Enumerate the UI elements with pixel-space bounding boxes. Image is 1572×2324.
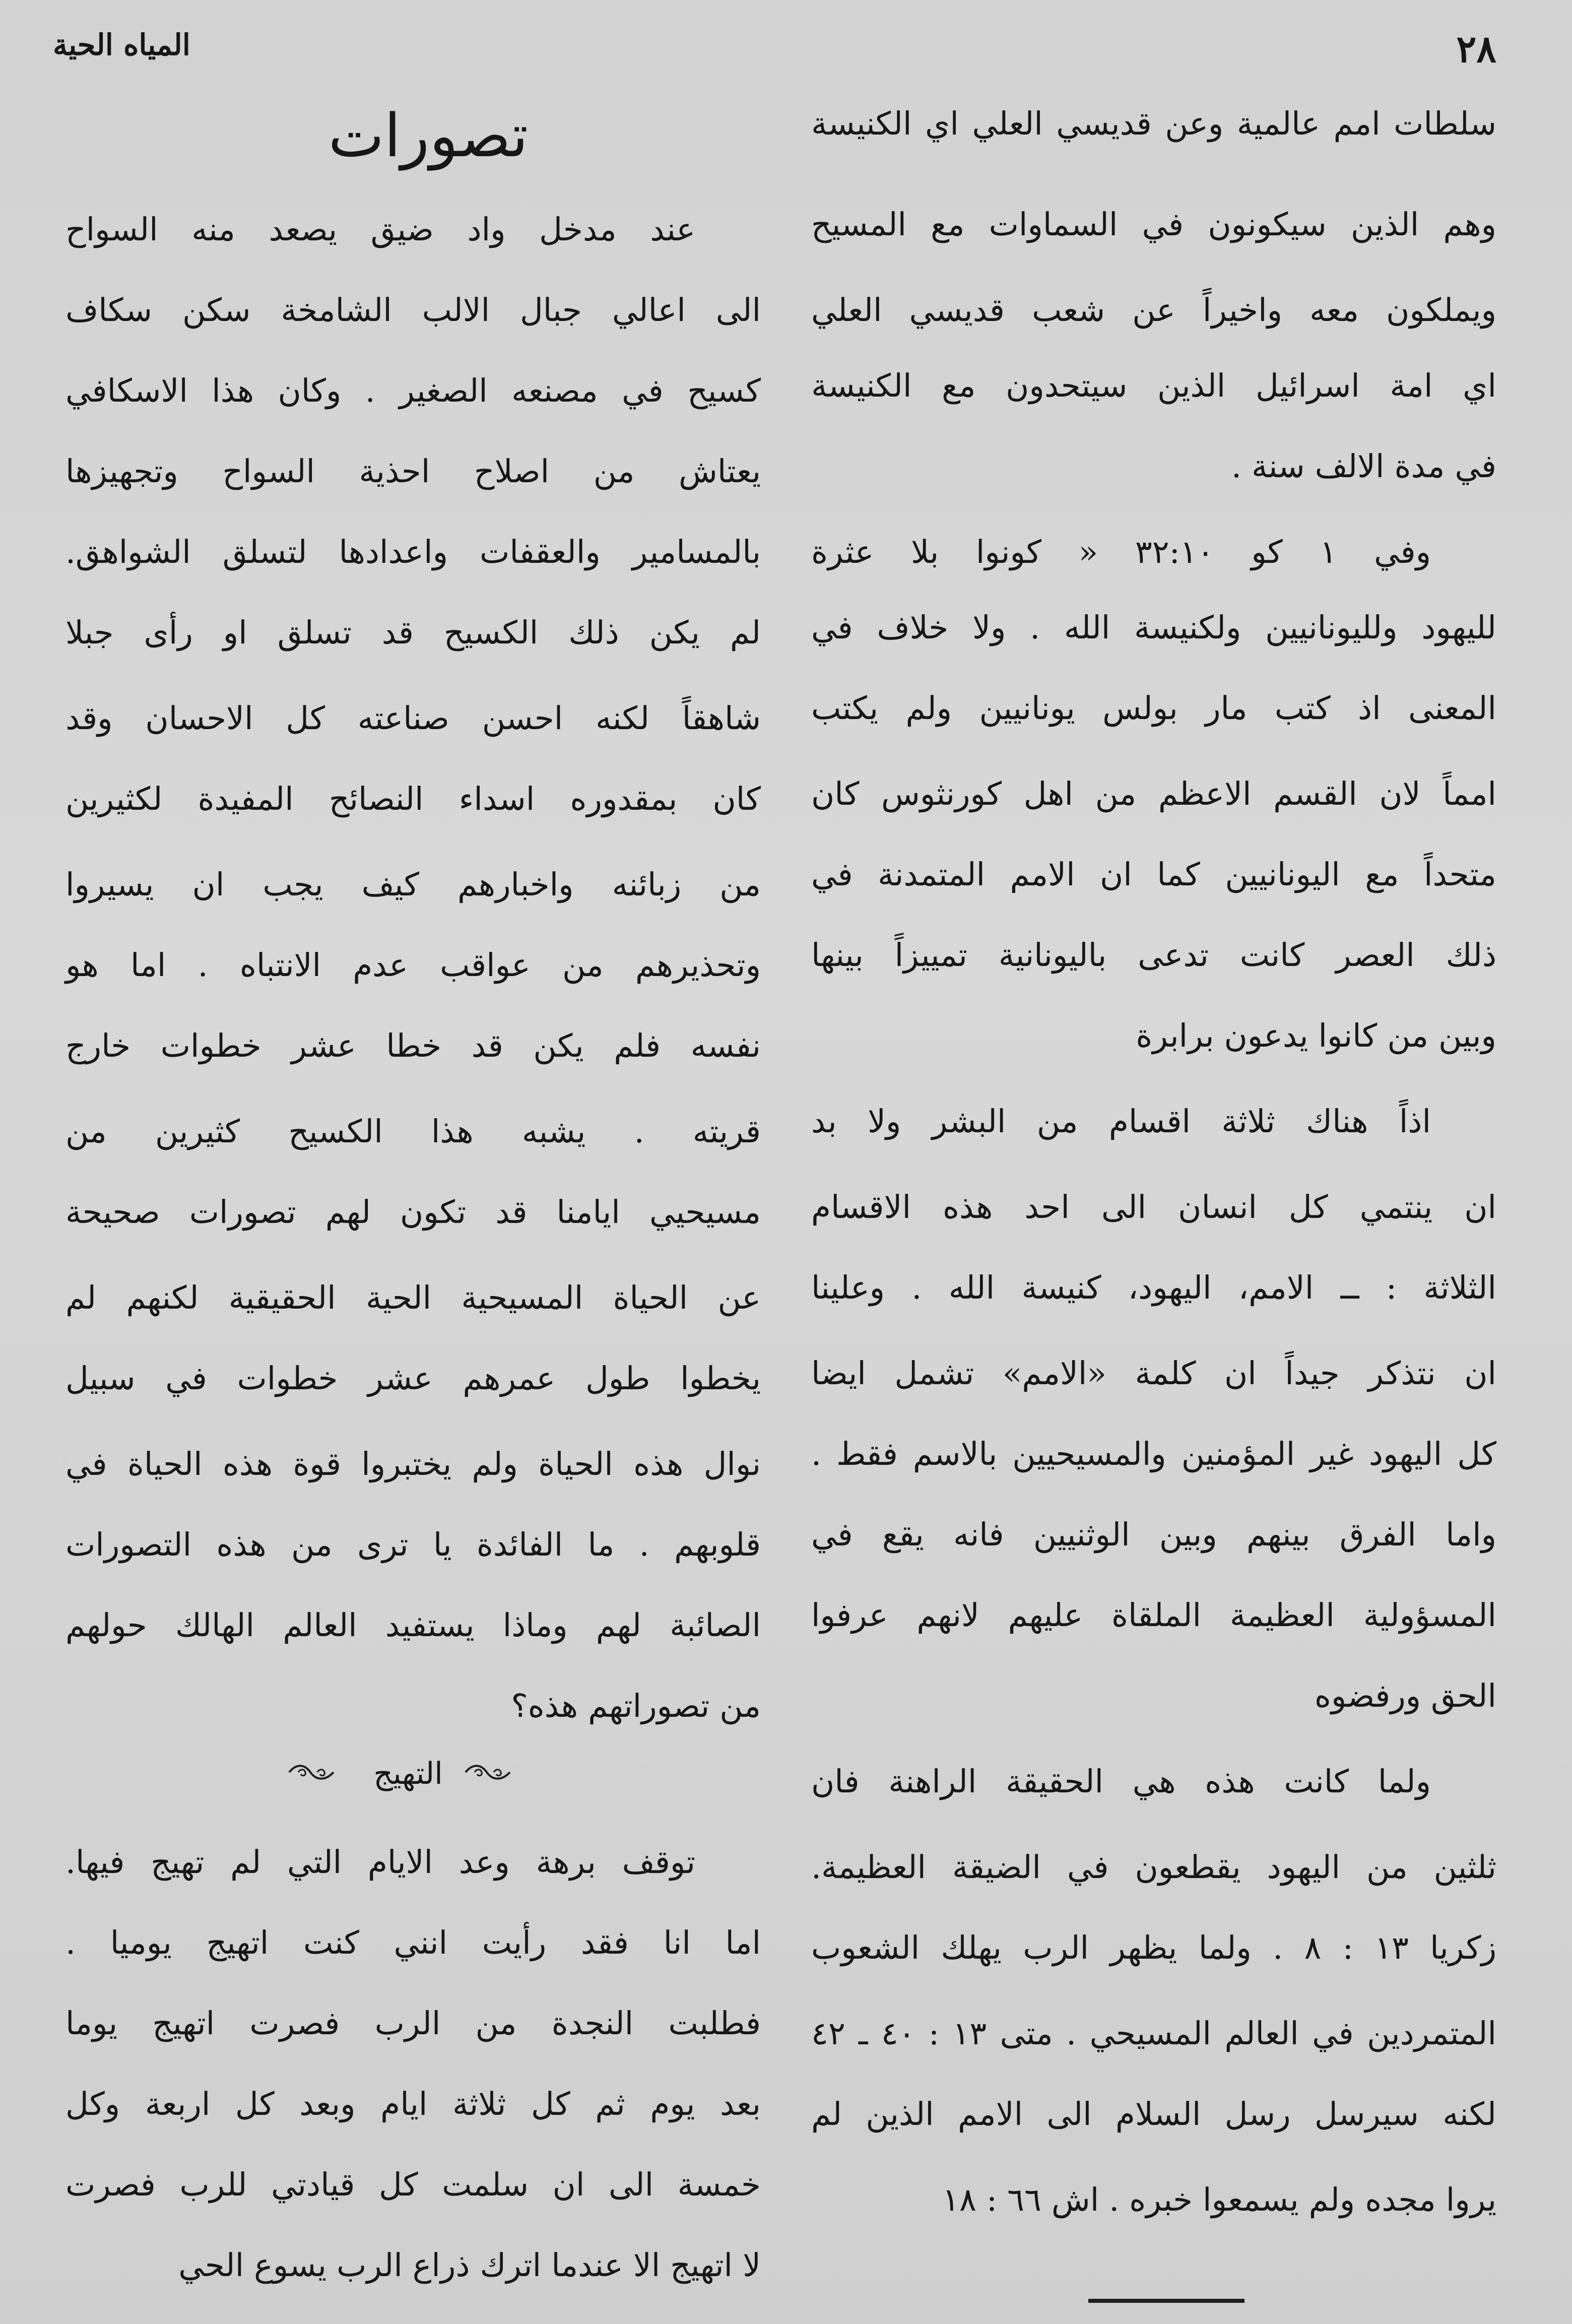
- text-line: يروا مجده ولم يسمعوا خبره . اش ٦٦ : ١٨: [942, 2181, 1496, 2218]
- text-line: كان بمقدوره اسداء النصائح المفيدة لكثيرين: [66, 781, 761, 817]
- text-line: الى اعالي جبال الالب الشامخة سكن سكاف: [66, 292, 761, 329]
- section-subheading: التهيج: [373, 1756, 443, 1791]
- text-line: الصائبة لهم وماذا يستفيد العالم الهالك حولهم: [66, 1607, 761, 1644]
- journal-title: المياه الحية: [53, 28, 190, 62]
- text-line: من تصوراتهم هذه؟: [511, 1688, 761, 1724]
- text-line: بعد يوم ثم كل ثلاثة ايام وبعد كل اربعة وكل: [66, 2086, 761, 2122]
- text-line: لليهود ولليونانيين ولكنيسة الله . ولا خلاف في: [811, 609, 1496, 646]
- text-line: ثلثين من اليهود يقطعون في الضيقة العظيمة.: [811, 1849, 1496, 1886]
- text-line: ان نتذكر جيداً ان كلمة «الامم» تشمل ايضا: [811, 1355, 1496, 1392]
- text-line: نفسه فلم يكن قد خطا عشر خطوات خارج: [66, 1027, 761, 1064]
- article-title: تصورات: [328, 101, 529, 170]
- text-line: اي امة اسرائيل الذين سيتحدون مع الكنيسة: [811, 367, 1496, 404]
- text-line: كسيح في مصنعه الصغير . وكان هذا الاسكافي: [66, 372, 761, 409]
- text-line: خمسة الى ان سلمت كل قيادتي للرب فصرت: [66, 2166, 761, 2203]
- text-line: لا اتهيج الا عندما اترك ذراع الرب يسوع الحي: [178, 2247, 761, 2284]
- text-line: ان ينتمي كل انسان الى احد هذه الاقسام: [811, 1189, 1496, 1225]
- text-line: من زبائنه واخبارهم كيف يجب ان يسيروا: [66, 866, 761, 903]
- text-line: سلطات امم عالمية وعن قديسي العلي اي الكنيسة: [811, 105, 1496, 142]
- text-line: كل اليهود غير المؤمنين والمسيحيين بالاسم فقط .: [811, 1436, 1496, 1472]
- text-line: لكنه سيرسل رسل السلام الى الامم الذين لم: [811, 2096, 1496, 2133]
- text-line: وفي ١ كو ٣٢:١٠ « كونوا بلا عثرة: [811, 534, 1431, 570]
- text-line: متحداً مع اليونانيين كما ان الامم المتمدنة في: [811, 856, 1496, 893]
- text-line: في مدة الالف سنة .: [1231, 448, 1496, 485]
- text-line: ولما كانت هذه هي الحقيقة الراهنة فان: [811, 1763, 1431, 1800]
- text-line: الحق ورفضوه: [1314, 1677, 1496, 1714]
- text-line: توقف برهة وعد الايام التي لم تهيج فيها.: [66, 1844, 695, 1881]
- text-line: لم يكن ذلك الكسيح قد تسلق او رأى جبلا: [66, 614, 761, 651]
- text-line: واما الفرق بينهم وبين الوثنيين فانه يقع في: [811, 1516, 1496, 1553]
- text-line: شاهقاً لكنه احسن صناعته كل الاحسان وقد: [66, 700, 761, 737]
- text-line: اما انا فقد رأيت انني كنت اتهيج يوميا .: [66, 1924, 761, 1961]
- text-line: مسيحيي ايامنا قد تكون لهم تصورات صحيحة: [66, 1194, 761, 1231]
- text-line: اذاً هناك ثلاثة اقسام من البشر ولا بد: [811, 1103, 1431, 1140]
- closing-rule: [1088, 2299, 1244, 2303]
- text-line: يعتاش من اصلاح احذية السواح وتجهيزها: [66, 453, 761, 490]
- text-line: المسؤولية العظيمة الملقاة عليهم لانهم عرفوا: [811, 1597, 1496, 1634]
- text-line: الثلاثة : ــ الامم، اليهود، كنيسة الله . وعلينا: [811, 1269, 1496, 1306]
- text-line: فطلبت النجدة من الرب فصرت اتهيج يوما: [66, 2005, 761, 2042]
- text-line: وهم الذين سيكونون في السماوات مع المسيح: [811, 206, 1496, 243]
- text-line: المتمردين في العالم المسيحي . متى ١٣ : ٤٠ ـ ٤٢: [811, 2015, 1496, 2052]
- text-line: وتحذيرهم من عواقب عدم الانتباه . اما هو: [66, 947, 761, 984]
- page-number: ٢٨: [1456, 28, 1496, 71]
- text-line: قلوبهم . ما الفائدة يا ترى من هذه التصورات: [66, 1526, 761, 1563]
- text-line: ذلك العصر كانت تدعى باليونانية تمييزاً بينها: [811, 937, 1496, 974]
- text-line: وبين من كانوا يدعون برابرة: [1136, 1017, 1496, 1054]
- scroll-ornament-icon: [287, 1761, 336, 1784]
- text-line: عند مدخل واد ضيق يصعد منه السواح: [66, 211, 695, 248]
- text-line: امماً لان القسم الاعظم من اهل كورنثوس كان: [811, 776, 1496, 812]
- scroll-ornament-icon: [464, 1761, 512, 1784]
- text-line: زكريا ١٣ : ٨ . ولما يظهر الرب يهلك الشعوب: [811, 1929, 1497, 1966]
- text-line: المعنى اذ كتب مار بولس يونانيين ولم يكتب: [811, 690, 1496, 727]
- text-line: يخطوا طول عمرهم عشر خطوات في سبيل: [66, 1360, 761, 1397]
- text-line: عن الحياة المسيحية الحية الحقيقية لكنهم لم: [66, 1279, 761, 1316]
- text-line: قريته . يشبه هذا الكسيح كثيرين من: [66, 1113, 761, 1150]
- text-line: ويملكون معه واخيراً عن شعب قديسي العلي: [811, 292, 1496, 329]
- text-line: بالمسامير والعقفات واعدادها لتسلق الشواهق.: [66, 534, 761, 570]
- text-line: نوال هذه الحياة ولم يختبروا قوة هذه الحياة في: [66, 1446, 761, 1482]
